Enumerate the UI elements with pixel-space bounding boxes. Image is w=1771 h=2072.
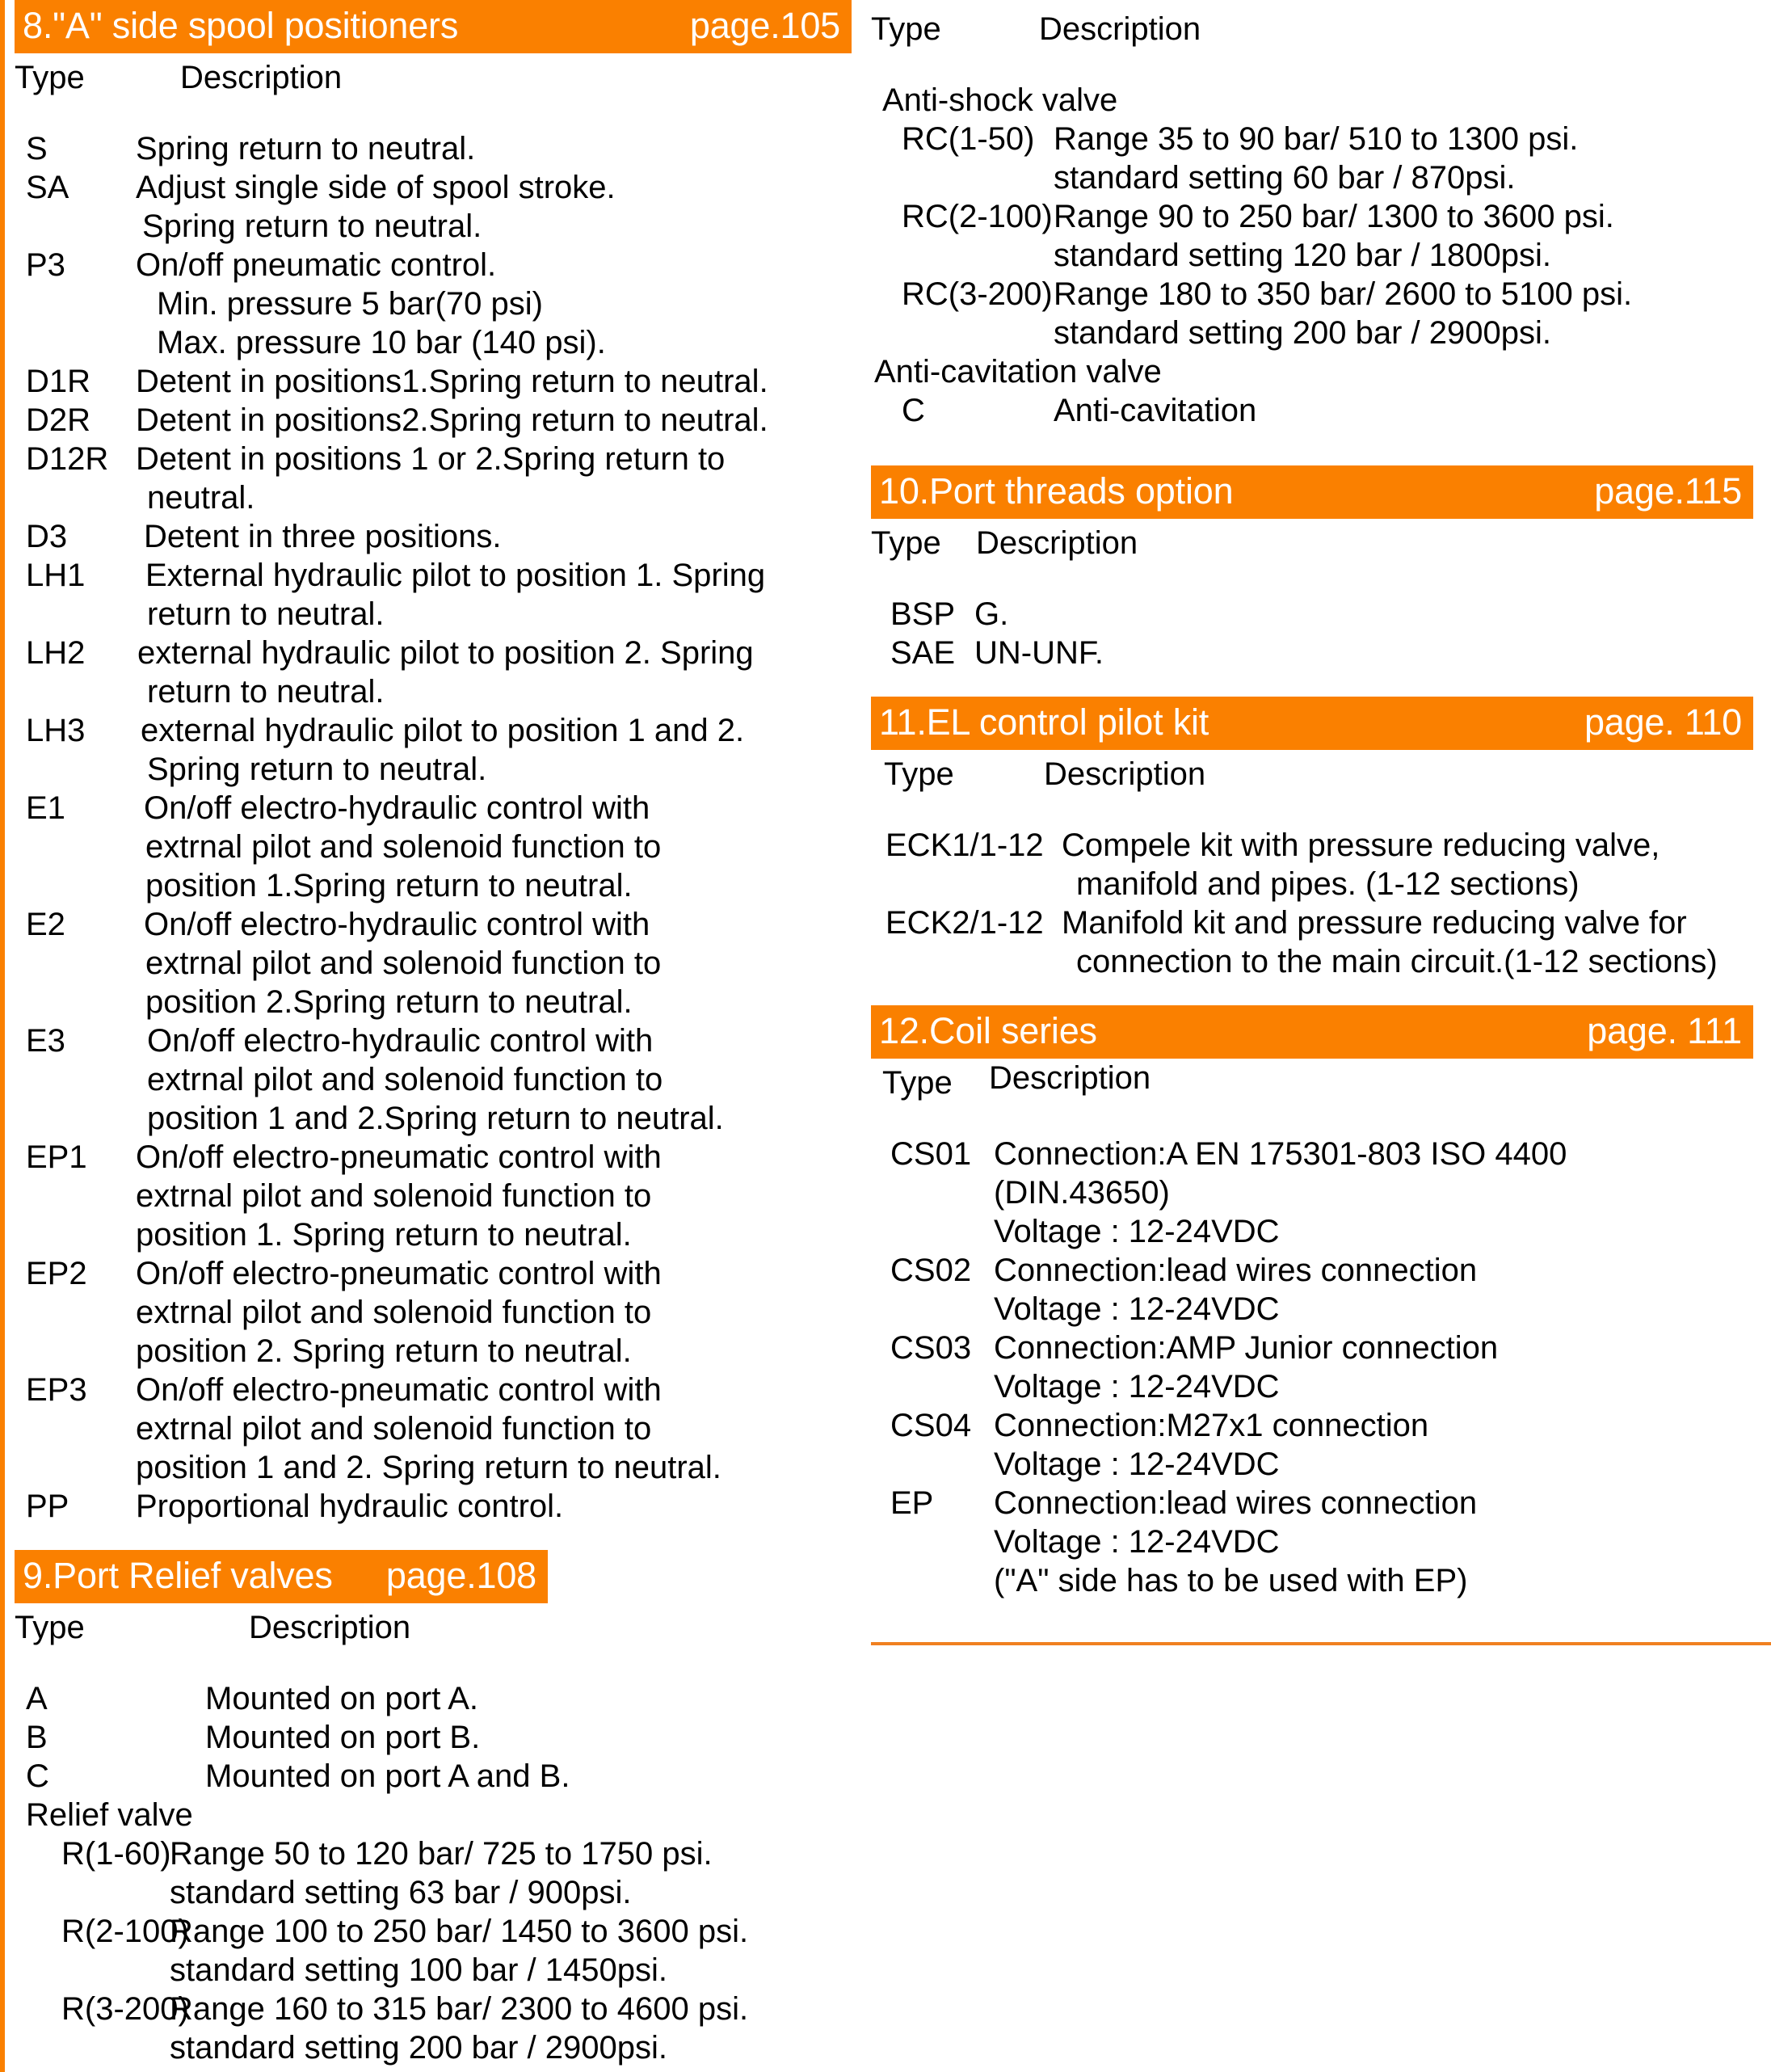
section-page-ref: page.108: [385, 1555, 536, 1596]
row-description: UN-UNF.: [974, 635, 1104, 671]
column-header-description: Description: [1044, 756, 1206, 792]
table-row: [15, 905, 871, 1021]
group-label-relief-valve: Relief valve: [26, 1797, 193, 1833]
spacer: [871, 790, 1771, 826]
row-description: Adjust single side of spool stroke. Spring return to neutral.: [136, 170, 616, 244]
row-description: Range 180 to 350 bar/ 2600 to 5100 psi. standard setting 200 bar / 2900psi.: [1054, 276, 1633, 351]
group-label-anti-shock-valve: Anti-shock valve: [882, 82, 1118, 118]
section-page-ref: page.105: [689, 5, 840, 46]
row-code: CS01: [890, 1136, 972, 1172]
row-code: PP: [26, 1489, 69, 1524]
port-threads-rows: [871, 595, 1771, 672]
group-label-anti-cavitation-valve: Anti-cavitation valve: [874, 354, 1162, 390]
row-description: Compele kit with pressure reducing valve, manifold and pipes. (1-12 sections): [1062, 828, 1660, 902]
table-row: [15, 1718, 871, 1757]
row-code: EP1: [26, 1139, 87, 1175]
row-code: D1R: [26, 364, 91, 399]
section-banner-coil-series: [871, 1005, 1753, 1059]
table-row: [15, 1254, 871, 1371]
column-header-description: Description: [976, 525, 1138, 561]
row-code: BSP: [890, 596, 956, 632]
section-banner-spool-positioners: [15, 0, 852, 53]
spool-positioner-rows: [15, 129, 871, 1526]
table-row: [871, 903, 1771, 981]
table-row: [15, 246, 871, 362]
right-column: [871, 0, 1771, 2072]
row-description: Range 90 to 250 bar/ 1300 to 3600 psi. standard setting 120 bar / 1800psi.: [1054, 199, 1614, 273]
column-headers-eck: [871, 750, 1771, 790]
row-description: External hydraulic pilot to position 1. Spring return to neutral.: [145, 558, 766, 632]
column-headers-antishock: [871, 0, 1771, 45]
row-description: Range 35 to 90 bar/ 510 to 1300 psi. standard setting 60 bar / 870psi.: [1054, 121, 1579, 196]
table-row: [871, 1135, 1771, 1251]
row-code: D12R: [26, 441, 109, 477]
row-description: Connection:A EN 175301-803 ISO 4400 (DIN.43650) Voltage : 12-24VDC: [994, 1136, 1567, 1249]
section-title: 11.EL control pilot kit: [879, 701, 1209, 743]
table-row: [15, 1138, 871, 1254]
row-code: ECK1/1-12: [886, 828, 1044, 863]
table-row: [15, 1487, 871, 1526]
column-header-description: Description: [249, 1610, 411, 1645]
row-description: Connection:lead wires connection Voltage : 12-24VDC: [994, 1253, 1478, 1327]
table-row: [871, 275, 1771, 352]
spacer: [871, 559, 1771, 595]
left-column: [0, 0, 871, 2072]
row-code: SA: [26, 170, 69, 205]
row-description: Proportional hydraulic control.: [136, 1489, 564, 1524]
section-page-ref: page. 110: [1584, 701, 1742, 743]
section-banner-port-relief-valves: [15, 1550, 548, 1603]
row-code: R(2-100): [61, 1914, 189, 1949]
column-header-type: Type: [15, 1610, 85, 1645]
table-row: [15, 789, 871, 905]
row-code: LH2: [26, 635, 86, 671]
table-row: [871, 120, 1771, 197]
row-description: Connection:lead wires connection Voltage : 12-24VDC ("A" side has to be used with EP): [994, 1485, 1478, 1598]
table-row: [15, 362, 871, 401]
column-headers-relief: [15, 1603, 871, 1644]
column-headers-threads: [871, 519, 1771, 559]
table-row: [15, 634, 871, 711]
table-row: [871, 391, 1771, 430]
table-row: [871, 826, 1771, 903]
table-row: [15, 1371, 871, 1487]
row-code: E1: [26, 790, 65, 826]
table-row: [15, 1912, 871, 1990]
row-description: Anti-cavitation: [1054, 393, 1257, 428]
anti-shock-rows: [871, 81, 1771, 430]
table-row: [871, 1251, 1771, 1329]
table-row: [15, 401, 871, 440]
row-code: A: [26, 1681, 48, 1716]
table-row: [15, 1679, 871, 1718]
table-row: [15, 1990, 871, 2067]
table-row: [15, 1021, 871, 1138]
row-description: external hydraulic pilot to position 1 and 2. Spring return to neutral.: [141, 713, 745, 787]
row-description: On/off electro-hydraulic control with extrnal pilot and solenoid function to position 1 and 2.Spring return to neutral.: [147, 1023, 724, 1136]
section-page-ref: page.115: [1594, 470, 1742, 512]
spacer: [871, 981, 1771, 1005]
row-code: CS04: [890, 1408, 972, 1443]
column-header-description: Description: [1039, 11, 1201, 47]
spacer: [15, 1526, 871, 1550]
row-description: On/off pneumatic control. Min. pressure 5 bar(70 psi) Max. pressure 10 bar (140 psi).: [136, 247, 606, 360]
row-code: CS03: [890, 1330, 972, 1366]
row-code: RC(3-200): [902, 276, 1053, 312]
section-banner-port-threads-option: [871, 465, 1753, 519]
row-code: C: [902, 393, 925, 428]
row-code: LH1: [26, 558, 86, 593]
table-row: [871, 197, 1771, 275]
row-code: E2: [26, 907, 65, 942]
table-row: [871, 1329, 1771, 1406]
column-header-type: Type: [884, 756, 954, 792]
row-code: RC(1-50): [902, 121, 1035, 157]
column-header-type: Type: [882, 1065, 953, 1101]
row-description: Mounted on port B.: [205, 1720, 481, 1755]
section-title: 10.Port threads option: [879, 470, 1234, 512]
row-description: external hydraulic pilot to position 2. Spring return to neutral.: [137, 635, 754, 710]
row-description: Mounted on port A and B.: [205, 1758, 570, 1794]
section-page-ref: page. 111: [1587, 1010, 1742, 1051]
table-row: [15, 711, 871, 789]
spacer: [871, 1099, 1771, 1135]
column-headers-coil: [871, 1059, 1771, 1099]
row-description: Spring return to neutral.: [136, 131, 476, 166]
row-description: Range 160 to 315 bar/ 2300 to 4600 psi. standard setting 200 bar / 2900psi.: [170, 1991, 749, 2066]
row-description: Mounted on port A.: [205, 1681, 479, 1716]
row-description: Connection:M27x1 connection Voltage : 12-24VDC: [994, 1408, 1429, 1482]
row-code: P3: [26, 247, 65, 283]
table-row: [15, 517, 871, 556]
row-description: Detent in positions1.Spring return to neutral.: [136, 364, 768, 399]
row-description: On/off electro-hydraulic control with extrnal pilot and solenoid function to position 1.Spring return to neutral.: [144, 790, 662, 903]
row-description: Range 100 to 250 bar/ 1450 to 3600 psi. standard setting 100 bar / 1450psi.: [170, 1914, 749, 1988]
port-relief-rows: [15, 1679, 871, 2067]
row-description: Detent in three positions.: [144, 519, 502, 554]
row-code: R(3-200): [61, 1991, 189, 2027]
spacer: [15, 1644, 871, 1679]
row-code: RC(2-100): [902, 199, 1053, 234]
bottom-divider-rule: [871, 1642, 1771, 1645]
section-title: 8."A" side spool positioners: [23, 5, 459, 46]
row-code: C: [26, 1758, 49, 1794]
row-code: D2R: [26, 402, 91, 438]
row-description: On/off electro-pneumatic control with extrnal pilot and solenoid function to position 1 and 2. Spring return to neutral.: [136, 1372, 721, 1485]
column-header-type: Type: [871, 525, 941, 561]
table-row: [871, 1484, 1771, 1600]
column-header-description: Description: [989, 1060, 1151, 1096]
row-description: Manifold kit and pressure reducing valve for connection to the main circuit.(1-12 sections): [1062, 905, 1718, 979]
row-code: EP3: [26, 1372, 87, 1408]
row-description: On/off electro-pneumatic control with extrnal pilot and solenoid function to position 2. Spring return to neutral.: [136, 1256, 662, 1369]
row-description: On/off electro-hydraulic control with extrnal pilot and solenoid function to position 2.Spring return to neutral.: [144, 907, 662, 1020]
spacer: [871, 430, 1771, 465]
row-description: G.: [974, 596, 1009, 632]
spacer: [871, 672, 1771, 697]
row-code: B: [26, 1720, 48, 1755]
table-row: [871, 634, 1771, 672]
column-headers-spool: [15, 53, 871, 94]
section-title: 12.Coil series: [879, 1010, 1097, 1051]
row-code: LH3: [26, 713, 86, 748]
table-row: [15, 556, 871, 634]
row-code: SAE: [890, 635, 956, 671]
column-header-description: Description: [180, 60, 343, 95]
row-code: R(1-60): [61, 1836, 171, 1872]
row-code: CS02: [890, 1253, 972, 1288]
row-code: D3: [26, 519, 68, 554]
section-title: 9.Port Relief valves: [23, 1555, 333, 1596]
table-row: [15, 129, 871, 168]
row-description: Detent in positions 1 or 2.Spring return to neutral.: [136, 441, 726, 516]
table-row: [15, 1834, 871, 1912]
row-description: Detent in positions2.Spring return to neutral.: [136, 402, 768, 438]
table-row: [15, 440, 871, 517]
column-header-type: Type: [15, 60, 85, 95]
row-code: E3: [26, 1023, 65, 1059]
table-row: [15, 1757, 871, 1796]
el-pilot-kit-rows: [871, 826, 1771, 981]
section-banner-el-control-pilot-kit: [871, 697, 1753, 750]
row-description: On/off electro-pneumatic control with extrnal pilot and solenoid function to position 1. Spring return to neutral.: [136, 1139, 662, 1253]
table-row: [871, 595, 1771, 634]
row-code: EP: [890, 1485, 934, 1521]
coil-series-rows: [871, 1135, 1771, 1600]
row-code: ECK2/1-12: [886, 905, 1044, 941]
column-header-type: Type: [871, 11, 941, 47]
table-row: [871, 1406, 1771, 1484]
spacer: [871, 45, 1771, 81]
row-description: Range 50 to 120 bar/ 725 to 1750 psi. standard setting 63 bar / 900psi.: [170, 1836, 713, 1910]
table-row: [15, 168, 871, 246]
spacer: [15, 94, 871, 129]
row-code: S: [26, 131, 48, 166]
row-description: Connection:AMP Junior connection Voltage : 12-24VDC: [994, 1330, 1499, 1404]
row-code: EP2: [26, 1256, 87, 1291]
